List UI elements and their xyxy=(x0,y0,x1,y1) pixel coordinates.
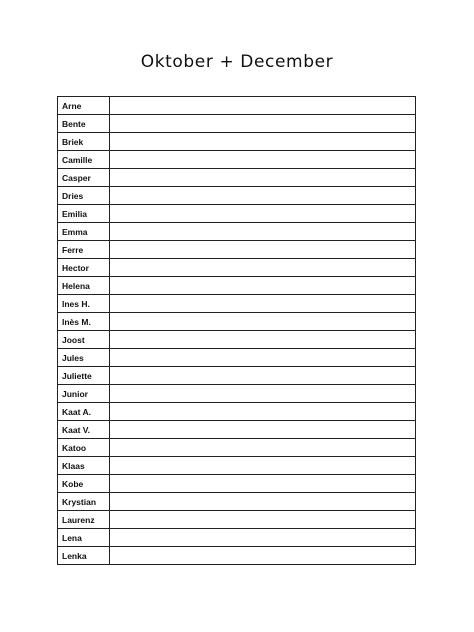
table-row xyxy=(58,403,416,421)
entry-cell[interactable] xyxy=(110,547,416,565)
student-name: Kobe xyxy=(58,475,110,493)
roster-body xyxy=(58,97,416,565)
entry-cell[interactable] xyxy=(110,331,416,349)
page-title: Oktober + December xyxy=(140,52,334,72)
table-row xyxy=(58,493,416,511)
student-name: Krystian xyxy=(58,493,110,511)
student-name: Casper xyxy=(58,169,110,187)
student-name: Jules xyxy=(58,349,110,367)
entry-cell[interactable] xyxy=(110,115,416,133)
student-name: Junior xyxy=(58,385,110,403)
table-row xyxy=(58,313,416,331)
entry-cell[interactable] xyxy=(110,475,416,493)
table-row xyxy=(58,331,416,349)
entry-cell[interactable] xyxy=(110,439,416,457)
table-row xyxy=(58,205,416,223)
table-row xyxy=(58,529,416,547)
entry-cell[interactable] xyxy=(110,241,416,259)
student-name: Katoo xyxy=(58,439,110,457)
table-row xyxy=(58,457,416,475)
entry-cell[interactable] xyxy=(110,349,416,367)
entry-cell[interactable] xyxy=(110,421,416,439)
student-name: Emma xyxy=(58,223,110,241)
entry-cell[interactable] xyxy=(110,169,416,187)
student-name: Klaas xyxy=(58,457,110,475)
entry-cell[interactable] xyxy=(110,457,416,475)
table-row xyxy=(58,367,416,385)
student-name: Arne xyxy=(58,97,110,115)
entry-cell[interactable] xyxy=(110,151,416,169)
table-row xyxy=(58,439,416,457)
student-name: Ferre xyxy=(58,241,110,259)
entry-cell[interactable] xyxy=(110,133,416,151)
table-row xyxy=(58,97,416,115)
table-row xyxy=(58,349,416,367)
table-row xyxy=(58,115,416,133)
entry-cell[interactable] xyxy=(110,205,416,223)
student-name: Inès M. xyxy=(58,313,110,331)
entry-cell[interactable] xyxy=(110,367,416,385)
entry-cell[interactable] xyxy=(110,385,416,403)
entry-cell[interactable] xyxy=(110,295,416,313)
table-row xyxy=(58,169,416,187)
student-name: Juliette xyxy=(58,367,110,385)
entry-cell[interactable] xyxy=(110,259,416,277)
student-name: Lenka xyxy=(58,547,110,565)
entry-cell[interactable] xyxy=(110,277,416,295)
table-row xyxy=(58,133,416,151)
table-row xyxy=(58,223,416,241)
student-name: Joost xyxy=(58,331,110,349)
student-name: Emilia xyxy=(58,205,110,223)
student-name: Briek xyxy=(58,133,110,151)
entry-cell[interactable] xyxy=(110,97,416,115)
table-row xyxy=(58,187,416,205)
student-name: Ines H. xyxy=(58,295,110,313)
table-row xyxy=(58,151,416,169)
entry-cell[interactable] xyxy=(110,313,416,331)
entry-cell[interactable] xyxy=(110,529,416,547)
student-name: Dries xyxy=(58,187,110,205)
entry-cell[interactable] xyxy=(110,493,416,511)
table-row xyxy=(58,385,416,403)
table-row xyxy=(58,511,416,529)
table-row xyxy=(58,547,416,565)
entry-cell[interactable] xyxy=(110,223,416,241)
student-name: Bente xyxy=(58,115,110,133)
student-name: Hector xyxy=(58,259,110,277)
table-row xyxy=(58,295,416,313)
student-name: Lena xyxy=(58,529,110,547)
student-name: Kaat A. xyxy=(58,403,110,421)
table-row xyxy=(58,277,416,295)
student-name: Laurenz xyxy=(58,511,110,529)
table-row xyxy=(58,421,416,439)
table-row xyxy=(58,475,416,493)
entry-cell[interactable] xyxy=(110,187,416,205)
table-row xyxy=(58,241,416,259)
roster-table xyxy=(57,96,416,565)
entry-cell[interactable] xyxy=(110,403,416,421)
entry-cell[interactable] xyxy=(110,511,416,529)
table-row xyxy=(58,259,416,277)
student-name: Camille xyxy=(58,151,110,169)
student-name: Helena xyxy=(58,277,110,295)
student-name: Kaat V. xyxy=(58,421,110,439)
